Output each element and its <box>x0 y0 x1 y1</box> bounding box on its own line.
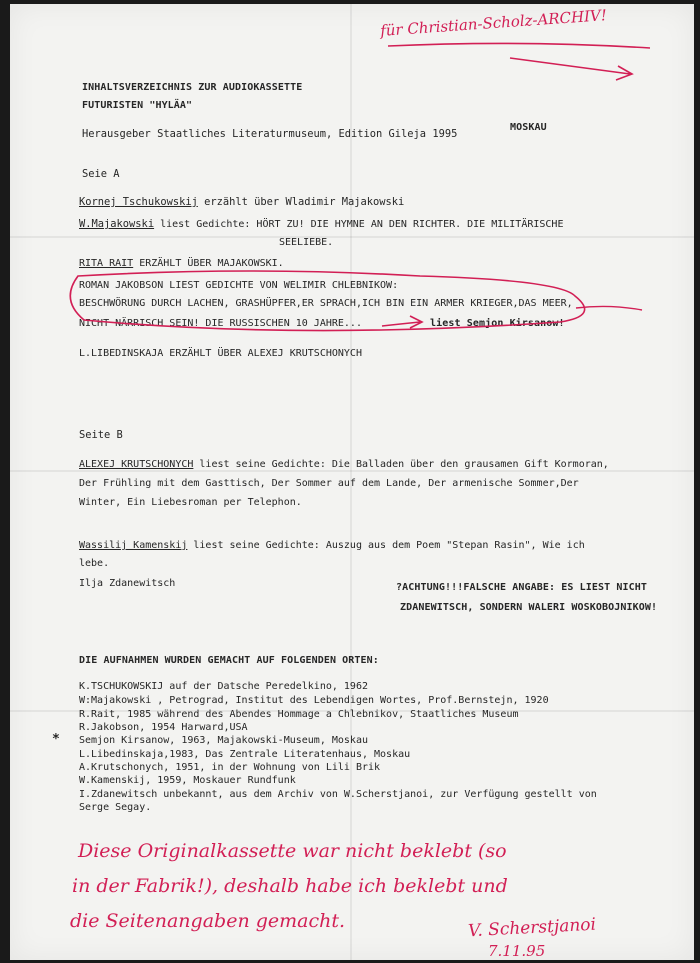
signature-date: 7.11.95 <box>488 942 546 960</box>
side-b-line-5: lebe. <box>79 558 110 569</box>
kirsanow-correction: liest Semjon Kirsanow! <box>430 318 565 329</box>
place-line: K.TSCHUKOWSKIJ auf der Datsche Peredelkino, 1962 <box>79 681 368 692</box>
side-a-line-8: L.LIBEDINSKAJA ERZÄHLT ÜBER ALEXEJ KRUTSCHONYCH <box>79 348 362 359</box>
side-a-label: Seie A <box>82 168 120 180</box>
city-label: MOSKAU <box>510 122 547 133</box>
performer-name: W.Majakowski <box>79 218 155 230</box>
signature: V. Scherstjanoi <box>467 914 597 942</box>
handnote-line-2: in der Fabrik!), deshalb habe ich beklebt und <box>72 875 508 897</box>
place-line: A.Krutschonych, 1951, in der Wohnung von Lili Brik <box>79 762 381 773</box>
warning-line-1: ?ACHTUNG!!!FALSCHE ANGABE: ES LIEST NICHT <box>396 582 647 593</box>
strike-line <box>576 306 642 310</box>
line-text: ERZÄHLT ÜBER MAJAKOWSKI. <box>133 258 284 269</box>
performer-name: Kornej Tschukowskij <box>79 196 198 208</box>
underline-arrow <box>510 58 632 80</box>
publisher-line: Herausgeber Staatliches Literaturmuseum, Edition Gileja 1995 <box>82 128 458 140</box>
side-b-label: Seite B <box>79 429 123 441</box>
arrow-to-kirsanow <box>382 316 422 328</box>
place-line: L.Libedinskaja,1983, Das Zentrale Literatenhaus, Moskau <box>79 749 411 760</box>
jakobson-circle <box>70 271 584 331</box>
places-heading: DIE AUFNAHMEN WURDEN GEMACHT AUF FOLGENDEN ORTEN: <box>79 655 379 666</box>
place-line: I.Zdanewitsch unbekannt, aus dem Archiv von W.Scherstjanoi, zur Verfügung gestellt von <box>79 789 597 800</box>
underline-stroke <box>388 43 650 48</box>
performer-name: ALEXEJ KRUTSCHONYCH <box>79 459 194 470</box>
side-a-line-7: NICHT NÄRRISCH SEIN! DIE RUSSISCHEN 10 JAHRE... <box>79 318 362 329</box>
doc-title-line2: FUTURISTEN "HYLÄA" <box>82 100 193 111</box>
line-text: liest Gedichte: HÖRT ZU! DIE HYMNE AN DEN RICHTER. DIE MILITÄRISCHE <box>154 219 564 230</box>
handnote-line-1: Diese Originalkassette war nicht beklebt (so <box>78 840 507 862</box>
place-line: Semjon Kirsanow, 1963, Majakowski-Museum, Moskau <box>79 735 368 746</box>
handnote-line-3: die Seitenangaben gemacht. <box>70 910 346 932</box>
warning-line-2: ZDANEWITSCH, SONDERN WALERI WOSKOBOJNIKOW! <box>400 602 658 613</box>
side-b-line-2: Der Frühling mit dem Gasttisch, Der Sommer auf dem Lande, Der armenische Sommer,Der <box>79 478 579 489</box>
side-a-line-6: BESCHWÖRUNG DURCH LACHEN, GRASHÜPFER,ER SPRACH,ICH BIN EIN ARMER KRIEGER,DAS MEER, <box>79 298 573 309</box>
archive-note: für Christian-Scholz-ARCHIV! <box>379 6 608 40</box>
place-line: R.Rait, 1985 während des Abendes Hommage a Chlebnikov, Staatliches Museum <box>79 709 519 720</box>
place-line: W:Majakowski , Petrograd, Institut des Lebendigen Wortes, Prof.Bernstejn, 1920 <box>79 695 549 706</box>
performer-name: RITA RAIT <box>79 258 134 269</box>
side-a-line-3: SEELIEBE. <box>279 237 334 248</box>
line-text: erzählt über Wladimir Majakowski <box>197 196 405 208</box>
place-line: W.Kamenskij, 1959, Moskauer Rundfunk <box>79 775 296 786</box>
place-line: R.Jakobson, 1954 Harward,USA <box>79 722 248 733</box>
side-a-line-5: ROMAN JAKOBSON LIEST GEDICHTE VON WELIMIR CHLEBNIKOW: <box>79 280 399 291</box>
side-b-line-3: Winter, Ein Liebesroman per Telephon. <box>79 497 302 508</box>
place-line: Serge Segay. <box>79 802 152 813</box>
line-text: liest seine Gedichte: Auszug aus dem Poem "Stepan Rasin", Wie ich <box>187 540 585 551</box>
asterisk-mark: * <box>52 732 60 747</box>
line-text: liest seine Gedichte: Die Balladen über den grausamen Gift Kormoran, <box>193 459 609 470</box>
doc-title-line1: INHALTSVERZEICHNIS ZUR AUDIOKASSETTE <box>82 82 303 93</box>
side-b-line-6: Ilja Zdanewitsch <box>79 578 176 589</box>
performer-name: Wassilij Kamenskij <box>79 540 188 551</box>
